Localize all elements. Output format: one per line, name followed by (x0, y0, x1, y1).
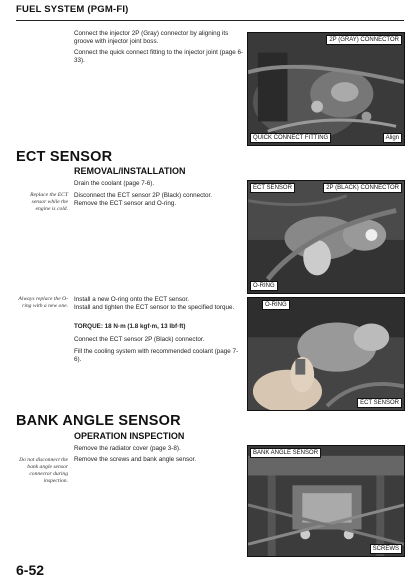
bank-angle-sensor-photo (247, 445, 405, 557)
label-screws: SCREWS (370, 544, 402, 554)
label-ect-sensor-2: ECT SENSOR (357, 398, 402, 408)
top-step-2: Connect the quick connect fitting to the injector joint (page 6-33). (74, 49, 244, 64)
page-number: 6-52 (16, 562, 45, 578)
ect-section-title: ECT SENSOR (16, 149, 113, 165)
label-2p-black-connector: 2P (BLACK) CONNECTOR (323, 183, 402, 193)
header-rule (16, 20, 404, 21)
label-2p-gray-connector: 2P (GRAY) CONNECTOR (326, 35, 402, 45)
page-header-title: FUEL SYSTEM (PGM-FI) (16, 4, 129, 15)
label-align: Align (383, 133, 402, 143)
ect-removal-step-1: Drain the coolant (page 7-6). (74, 180, 155, 187)
ect-removal-note: Replace the ECT sensor while the engine is cold. (30, 192, 68, 212)
label-quick-connect-fitting: QUICK CONNECT FITTING (250, 133, 331, 143)
label-ect-sensor: ECT SENSOR (250, 183, 295, 193)
bank-note: Do not disconnect the bank angle sensor connector during inspection. (19, 457, 68, 484)
label-o-ring: O-RING (250, 281, 278, 291)
injector-connector-photo (247, 32, 405, 146)
bank-subtitle: OPERATION INSPECTION (74, 431, 185, 441)
ect-sensor-photo (247, 180, 405, 294)
ect-after-step-2: Fill the cooling system with recommended coolant (page 7-6). (74, 348, 239, 363)
ect-subtitle: REMOVAL/INSTALLATION (74, 166, 186, 176)
ect-torque-spec: TORQUE: 18 N·m (1.8 kgf·m, 13 lbf·ft) (74, 323, 186, 330)
bank-section-title: BANK ANGLE SENSOR (16, 413, 181, 429)
top-step-1: Connect the injector 2P (Gray) connector by aligning its groove with injector joint boss. (74, 30, 229, 45)
ect-after-step-1: Connect the ECT sensor 2P (Black) connector. (74, 336, 205, 343)
ect-removal-step-3: Remove the ECT sensor and O-ring. (74, 200, 177, 207)
label-bank-angle-sensor: BANK ANGLE SENSOR (250, 448, 321, 458)
ect-install-photo (247, 297, 405, 411)
bank-step-1: Remove the radiator cover (page 3-8). (74, 445, 181, 452)
label-o-ring-2: O-RING (262, 300, 290, 310)
bank-step-2: Remove the screws and bank angle sensor. (74, 456, 197, 463)
ect-install-step-1: Install a new O-ring onto the ECT sensor. (74, 296, 190, 303)
ect-removal-step-2: Disconnect the ECT sensor 2P (Black) connector. (74, 192, 213, 199)
ect-install-step-2: Install and tighten the ECT sensor to the specified torque. (74, 304, 235, 311)
ect-install-note: Always replace the O-ring with a new one. (18, 296, 68, 309)
